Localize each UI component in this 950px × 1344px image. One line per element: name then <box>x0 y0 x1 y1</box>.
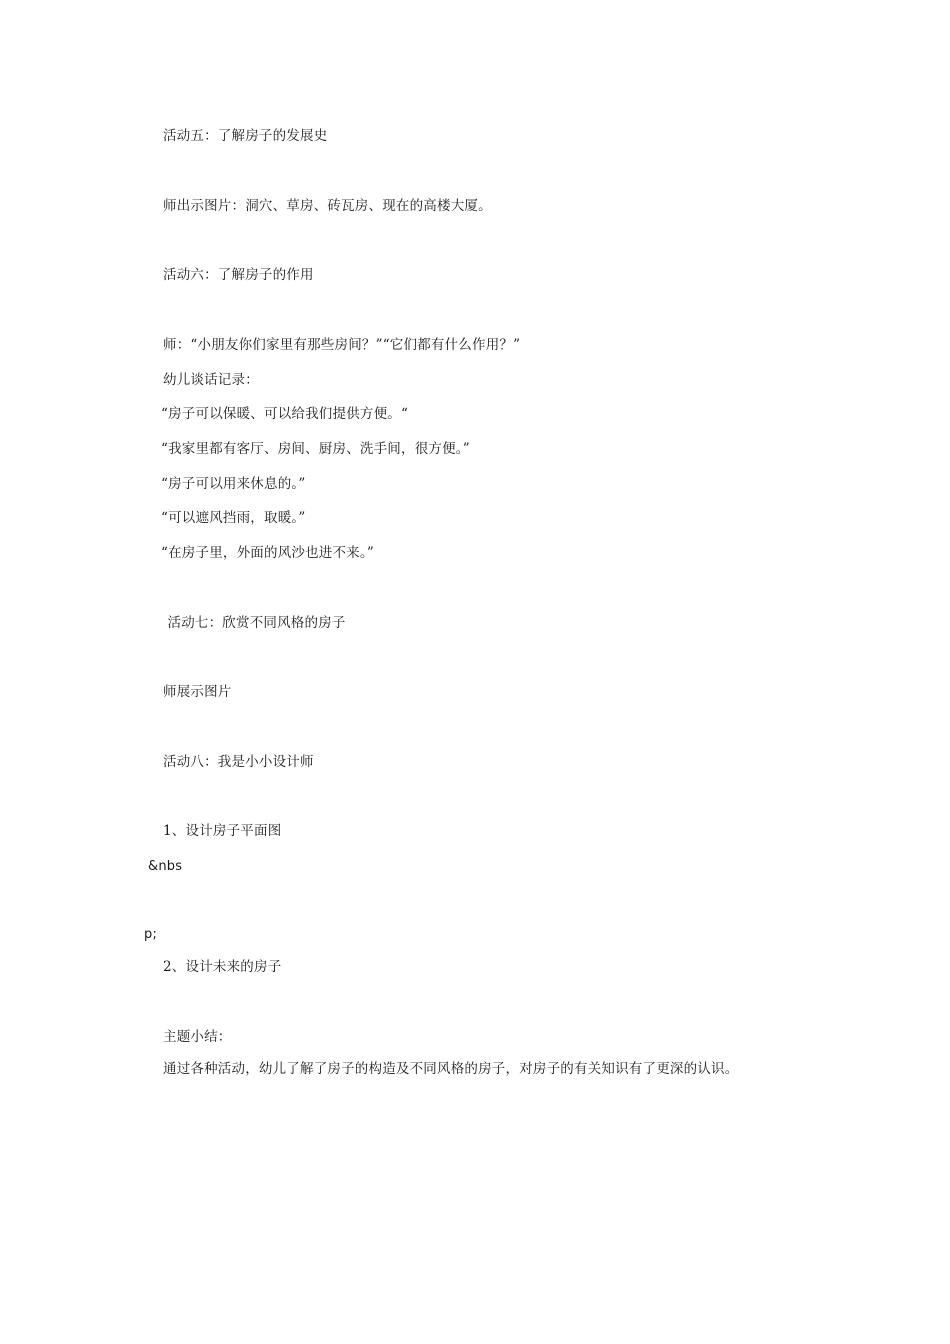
activity-8-heading: 活动八：我是小小设计师 <box>163 754 314 770</box>
activity-8-step-2: 2、设计未来的房子 <box>163 959 282 975</box>
record-item: “可以遮风挡雨，取暖。” <box>161 510 306 526</box>
activity-8-step-1: 1、设计房子平面图 <box>163 823 282 839</box>
record-item: “我家里都有客厅、房间、厨房、洗手间，很方便。” <box>161 441 470 457</box>
activity-7-text: 师展示图片 <box>163 684 232 700</box>
record-item: “在房子里，外面的风沙也进不来。” <box>161 545 374 561</box>
activity-6-question: 师：“小朋友你们家里有那些房间？”“它们都有什么作用？” <box>163 337 521 353</box>
records-heading: 幼儿谈话记录： <box>163 372 259 388</box>
record-item: “房子可以用来休息的。” <box>161 476 306 492</box>
activity-5-heading: 活动五：了解房子的发展史 <box>163 128 328 144</box>
stray-text-fragment: p; <box>144 927 158 942</box>
record-item: “房子可以保暖、可以给我们提供方便。“ <box>161 406 409 422</box>
stray-text-fragment: &nbs <box>148 859 183 874</box>
activity-7-heading: 活动七：欣赏不同风格的房子 <box>163 615 346 631</box>
activity-5-text: 师出示图片：洞穴、草房、砖瓦房、现在的高楼大厦。 <box>163 198 492 214</box>
summary-text: 通过各种活动，幼儿了解了房子的构造及不同风格的房子，对房子的有关知识有了更深的认识。 <box>163 1061 739 1077</box>
summary-heading: 主题小结： <box>163 1029 232 1045</box>
activity-6-heading: 活动六：了解房子的作用 <box>163 267 314 283</box>
